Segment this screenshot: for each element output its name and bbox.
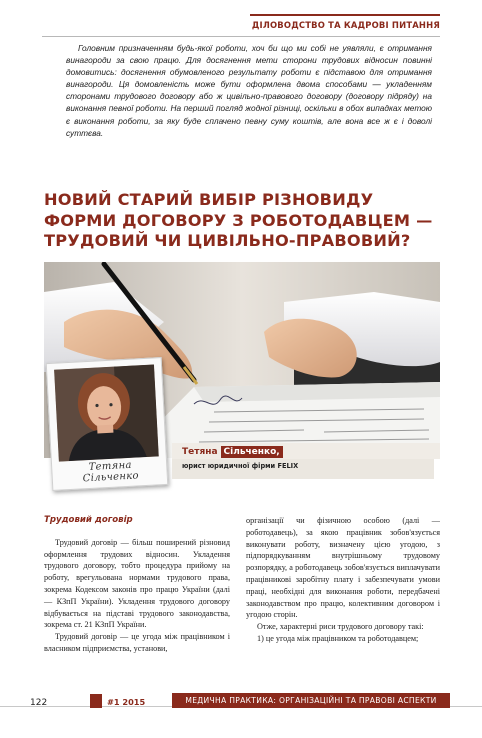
body-paragraph: Трудовий договір — більш поширений різновид оформлення трудових відносин. Укладення трудового договору, тобто процедура прийому на роботу, врегульована нормами трудового права, зокрема Кодексом законів про працю України (далі — КЗпП України). Укладення трудового договору відбувається на підставі трудового законодавства, зокрема ст. 21 КЗпП України. (44, 537, 230, 630)
section-heading: Трудовий договір (44, 515, 133, 525)
article-title: НОВИЙ СТАРИЙ ВИБІР РІЗНОВИДУ ФОРМИ ДОГОВОРУ З РОБОТОДАВЦЕМ — ТРУДОВИЙ ЧИ ЦИВІЛЬНО-ПРАВОВИЙ? (44, 190, 433, 250)
author-role: юрист юридичної фірми FELIX (182, 462, 299, 470)
body-column-left (44, 515, 230, 655)
issue-number: #1 2015 (107, 697, 146, 707)
page-number: 122 (30, 698, 48, 708)
section-title: ДІЛОВОДСТВО ТА КАДРОВІ ПИТАННЯ (251, 20, 440, 30)
body-paragraph: організації чи фізичною особою (далі — роботодавець), за якою працівник зобов'язується виконувати роботу, визначену цією угодою, з підпорядкуванням внутрішньому трудовому розпорядку, а роботодавець зобов'язується виплачувати працівникові заробітну плату і забезпечувати умови праці, необхідні для виконання роботи, передбачені законодавством про працю, колективним договором і угодою сторін. (246, 516, 440, 620)
author-signature: Тетяна Сільченко (82, 459, 140, 485)
footer-mark (90, 694, 102, 708)
author-first-name: Тетяна (182, 447, 218, 457)
author-photo (54, 364, 159, 461)
journal-title: МЕДИЧНА ПРАКТИКА: ОРГАНІЗАЦІЙНІ ТА ПРАВОВІ АСПЕКТИ (185, 696, 437, 705)
author-portrait-card (46, 357, 169, 491)
running-header (250, 14, 440, 34)
journal-band (172, 693, 450, 708)
header-rule (42, 36, 440, 37)
body-paragraph: Трудовий договір — це угода між працівником і власником підприємства, установи, (44, 632, 230, 653)
author-portrait (54, 364, 159, 461)
author-name (182, 446, 283, 458)
body-paragraph: Отже, характерні риси трудового договору такі: (257, 622, 424, 632)
body-column-right (246, 515, 440, 645)
body-paragraph: 1) це угода між працівником та роботодавцем; (257, 633, 419, 643)
author-surname: Сільченко, (221, 446, 283, 458)
intro-paragraph: Головним призначенням будь-якої роботи, хоч би що ми собі не уявляли, є отримання винагороди за свою працю. Для досягнення мети сторони трудових відносин повинні домовитись: досягнення обумовленого результату роботи є підставою для отримання винагороди. Ця домовленість може бути оформлена двома способами — укладенням сторонами трудового договору або ж цивільно-правового договору (договору підряду) на виконання певної роботи. На перший погляд жодної різниці, оскільки в обох випадках метою є виконання роботи, за яку буде сплачено певну суму коштів, але вона все ж є і доволі суттєва. (66, 43, 432, 138)
